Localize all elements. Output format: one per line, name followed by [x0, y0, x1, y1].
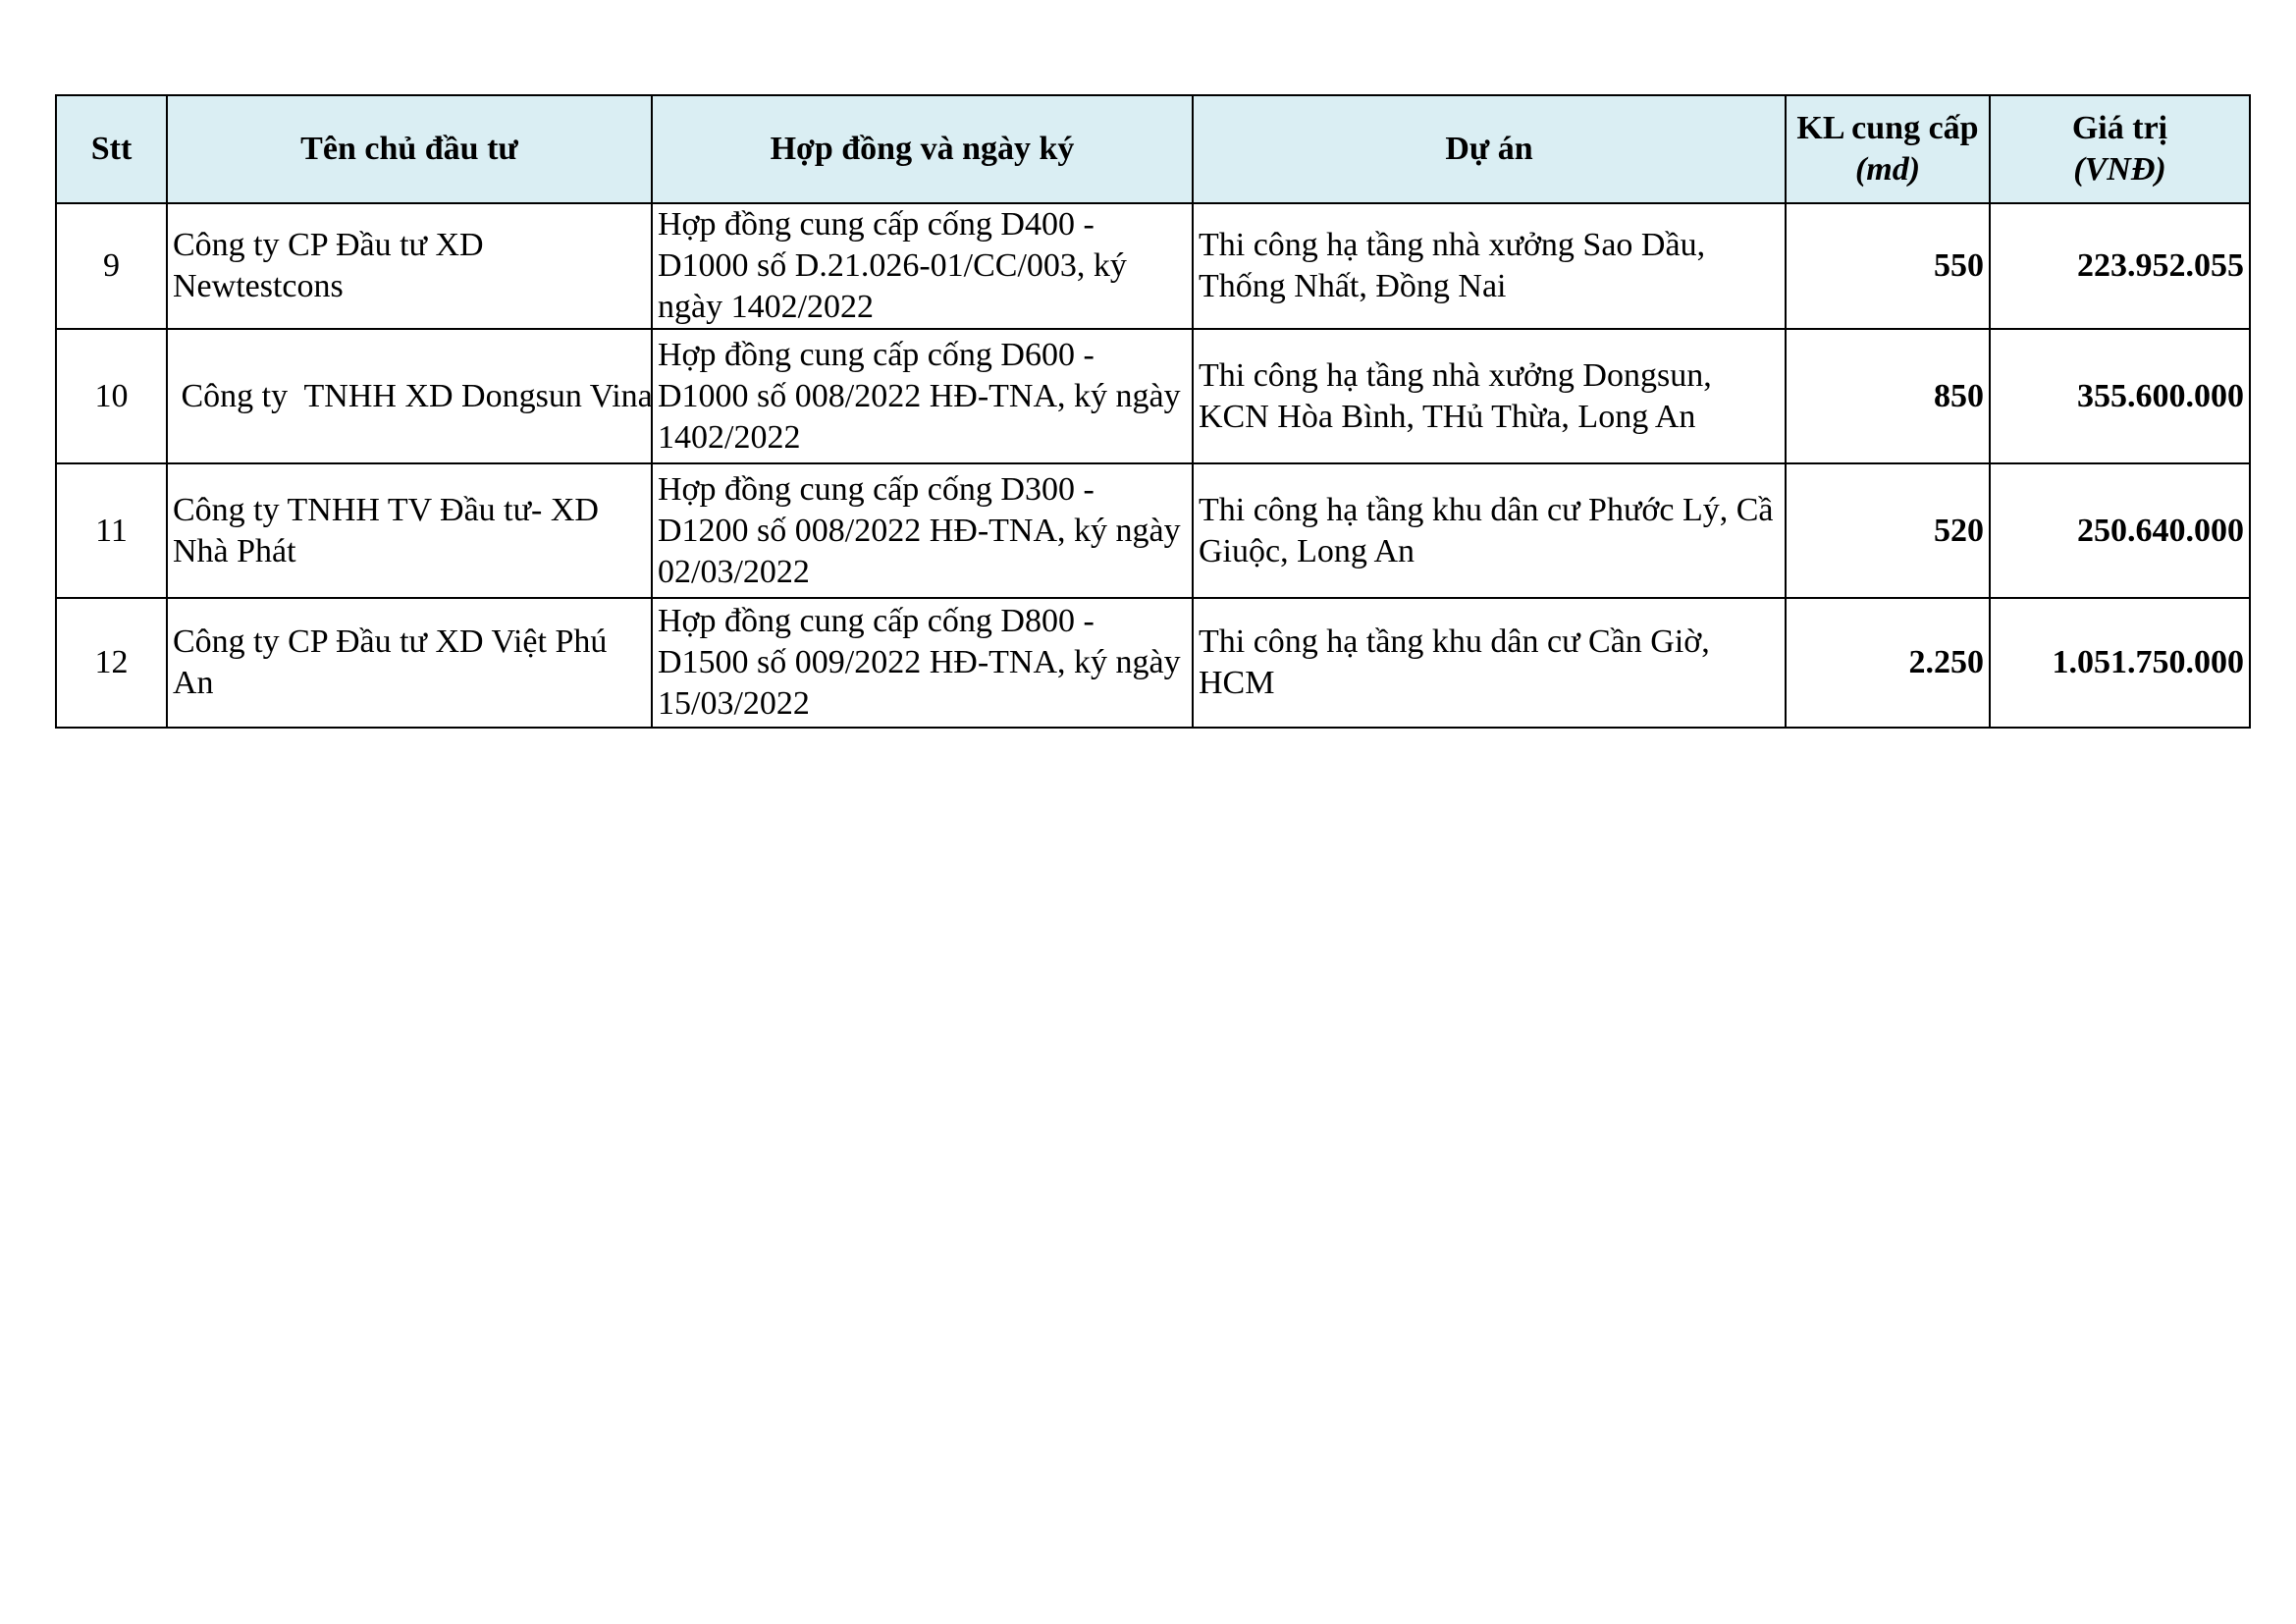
- cell-stt: 11: [56, 463, 167, 598]
- cell-project: Thi công hạ tầng khu dân cư Cần Giờ, HCM: [1193, 598, 1786, 728]
- table-row: [56, 329, 2250, 463]
- cell-value: 1.051.750.000: [1990, 598, 2250, 728]
- table-row: [56, 203, 2250, 329]
- header-value: [1990, 95, 2250, 203]
- table-header-row: [56, 95, 2250, 203]
- header-stt: Stt: [56, 95, 167, 203]
- contracts-table: [55, 94, 2251, 729]
- cell-value: 250.640.000: [1990, 463, 2250, 598]
- cell-contract: Hợp đồng cung cấp cống D800 - D1500 số 009/2022 HĐ-TNA, ký ngày 15/03/2022: [652, 598, 1193, 728]
- cell-value: 355.600.000: [1990, 329, 2250, 463]
- header-quantity: [1786, 95, 1990, 203]
- cell-investor: Công ty CP Đầu tư XD Newtestcons: [167, 203, 652, 329]
- cell-quantity: 550: [1786, 203, 1990, 329]
- cell-stt: 9: [56, 203, 167, 329]
- cell-stt: 10: [56, 329, 167, 463]
- header-contract: Hợp đồng và ngày ký: [652, 95, 1193, 203]
- cell-contract: Hợp đồng cung cấp cống D300 - D1200 số 008/2022 HĐ-TNA, ký ngày 02/03/2022: [652, 463, 1193, 598]
- cell-project: Thi công hạ tầng nhà xưởng Sao Dầu, Thống Nhất, Đồng Nai: [1193, 203, 1786, 329]
- cell-contract: Hợp đồng cung cấp cống D600 - D1000 số 008/2022 HĐ-TNA, ký ngày 1402/2022: [652, 329, 1193, 463]
- cell-project: Thi công hạ tầng nhà xưởng Dongsun, KCN Hòa Bình, THủ Thừa, Long An: [1193, 329, 1786, 463]
- header-investor: Tên chủ đầu tư: [167, 95, 652, 203]
- header-quantity-label: KL cung cấp: [1796, 110, 1979, 146]
- header-value-unit: (VNĐ): [2073, 151, 2166, 188]
- cell-quantity: 850: [1786, 329, 1990, 463]
- header-quantity-unit: (md): [1854, 151, 1921, 188]
- table-row: [56, 598, 2250, 728]
- cell-contract: Hợp đồng cung cấp cống D400 - D1000 số D.21.026-01/CC/003, ký ngày 1402/2022: [652, 203, 1193, 329]
- cell-investor: Công ty TNHH XD Dongsun Vina: [167, 329, 652, 463]
- header-project: Dự án: [1193, 95, 1786, 203]
- cell-quantity: 2.250: [1786, 598, 1990, 728]
- cell-investor: Công ty CP Đầu tư XD Việt Phú An: [167, 598, 652, 728]
- cell-investor: Công ty TNHH TV Đầu tư- XD Nhà Phát: [167, 463, 652, 598]
- cell-value: 223.952.055: [1990, 203, 2250, 329]
- cell-stt: 12: [56, 598, 167, 728]
- cell-quantity: 520: [1786, 463, 1990, 598]
- table-row: [56, 463, 2250, 598]
- cell-project: Thi công hạ tầng khu dân cư Phước Lý, Cầ Giuộc, Long An: [1193, 463, 1786, 598]
- header-value-label: Giá trị: [2071, 110, 2168, 146]
